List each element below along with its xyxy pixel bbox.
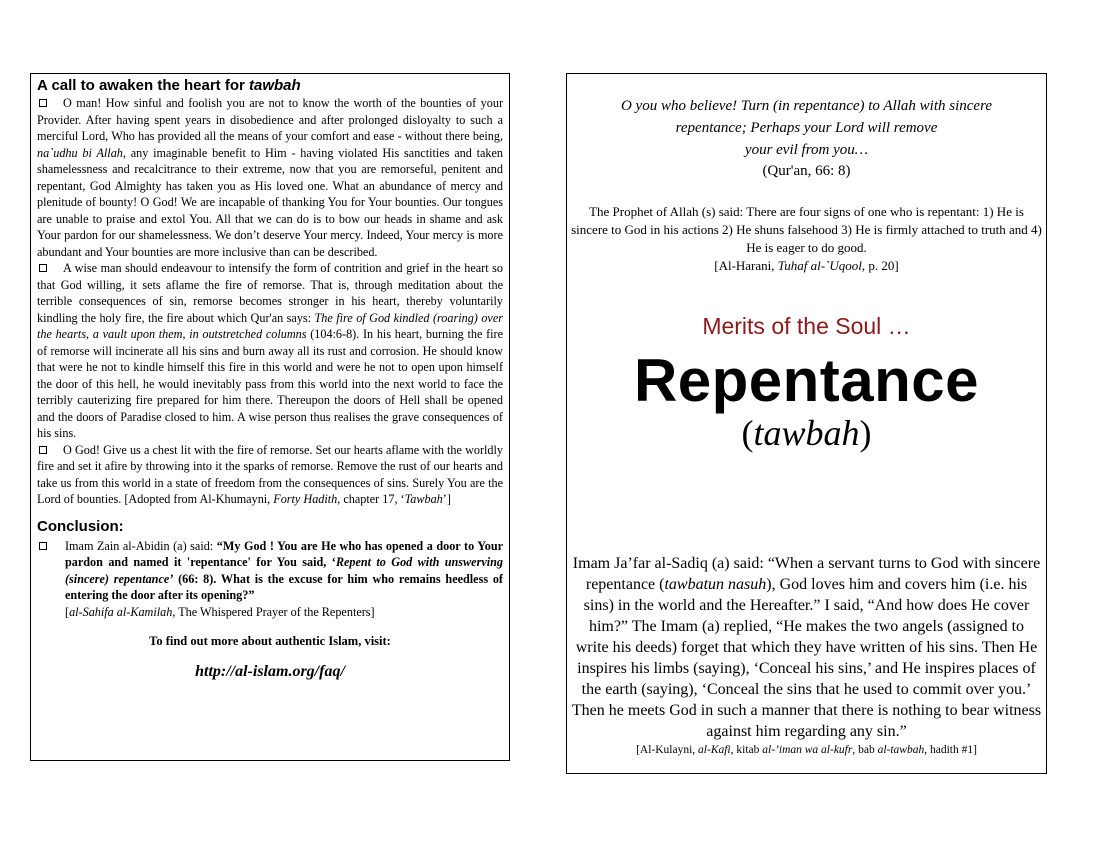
conclusion-item: Imam Zain al-Abidin (a) said: “My God ! You are He who has opened a door to Your pardon and named it 'repentance' for You said, ‘Repent to God with unswerving (sincere) repentance’ (66: 8). What is the excuse for him who remains heedless of entering the door after its opening?” [al-Sahifa al-Kamilah, The Whispered Prayer of the Repenters] [37,538,503,621]
paragraph-1: O man! How sinful and foolish you are not to know the worth of the bounties of your Provider. After having spent years in disobedience and after prolonged disloyalty to such a merciful Lord, Who has provided all the means of your comfort and ease - without there being, na`udhu bi Allah, any imaginable benefit to Him - having violated His sanctities and taken shamelessness and recalcitrance to their extreme, now that you are remorseful, penitent and repentant, God Almighty has taken you as His loved one. What an abundance of mercy and plenitude of bounty! O God! We are incapable of thanking You for Your bounties. Our tongues are unable to praise and extol You. All that we can do is to bow our heads in shame and ask Your pardon for our shamelessness. We don’t deserve Your mercy. Indeed, Your mercy is more abundant and Your bounties are more inclusive than can be described. [37,96,503,259]
paragraph-2: A wise man should endeavour to intensify the form of contrition and grief in the heart so that God willing, it sets aflame the fire of remorse. That is, through meditation about the terrible consequences of sin, remorse becomes stronger in his heart, thereby voluntarily kindling the holy fire, the fire about which Qur'an says: The fire of God kindled (roaring) over the hearts, a vault upon them, in outstretched columns (104:6-8). In his heart, burning the fire of remorse will incinerate all his sins and burn away all its rust and corrosion. He should know that were he not to kindle himself this fire in this world and were he not to open upon himself the door of this hell, he would inevitably pass from this world into the next world to face the terribly cauterizing fire prepared for him there. Thereupon the doors of Hell shall be opened and the doors of Paradise closed to him. A wise person thus realises the grave consequences of his sins. [37,261,503,440]
prophet-hadith-reference: [Al-Harani, Tuhaf al-`Uqool, p. 20] [714,258,899,273]
imam-hadith-reference: [Al-Kulayni, al-Kafi, kitab al-’iman wa al-kufr, bab al-tawbah, hadith #1] [636,744,977,756]
square-bullet-icon [39,542,47,550]
title-transliteration: (tawbah) [741,413,872,453]
square-bullet-icon [39,446,47,454]
quran-verse: O you who believe! Turn (in repentance) to Allah with sincere repentance; Perhaps your Lord will remove your evil from you… [620,98,993,158]
main-title: Repentance [633,347,980,414]
paragraph-3: O God! Give us a chest lit with the fire of remorse. Set our hearts aflame with the worldly fire and set it afire by throwing into it the sparks of remorse. Remove the rust of our hearts and take us from this world in a state of freedom from the consequences of sins. Surely You are the Lord of bounties. [Adopted from Al-Khumayni, Forty Hadith, chapter 17, ‘Tawbah’] [37,442,503,506]
conclusion-reference: [al-Sahifa al-Kamilah, The Whispered Prayer of the Repenters] [65,604,375,619]
right-panel [566,73,1047,774]
subtitle-merits: Merits of the Soul … [702,313,911,339]
square-bullet-icon [39,264,47,272]
call-heading: A call to awaken the heart for tawbah [37,77,301,94]
visit-text: To find out more about authentic Islam, visit: [149,634,391,648]
left-panel [30,73,510,761]
conclusion-heading: Conclusion: [37,517,124,535]
prophet-hadith: The Prophet of Allah (s) said: There are four signs of one who is repentant: 1) He is sincere to God in his actions 2) He shuns falsehood 3) He is firmly attached to truth and 4) He is eager to do good. [Al-Harani, Tuhaf al-`Uqool, p. 20] [571,204,1042,273]
website-link[interactable]: http://al-islam.org/faq/ [195,663,345,680]
square-bullet-icon [39,99,47,107]
verse-reference: (Qur'an, 66: 8) [762,163,851,179]
imam-hadith: Imam Ja’far al-Sadiq (a) said: “When a servant turns to God with sincere repentance (tawbatun nasuh), God loves him and covers him (i.e. his sins) in the world and the Hereafter.” I said, “And how does He cover him?” The Imam (a) replied, “He makes the two angels (assigned to write his deeds) forget that which they have written of his sins. Then He inspires his limbs (saying), ‘Conceal his sins,’ and He inspires places of the earth (saying), ‘Conceal the sins that he used to commit over you.’ Then he meets God in such a manner that there is nothing to bear witness against him regarding any sin.” [571,555,1042,740]
